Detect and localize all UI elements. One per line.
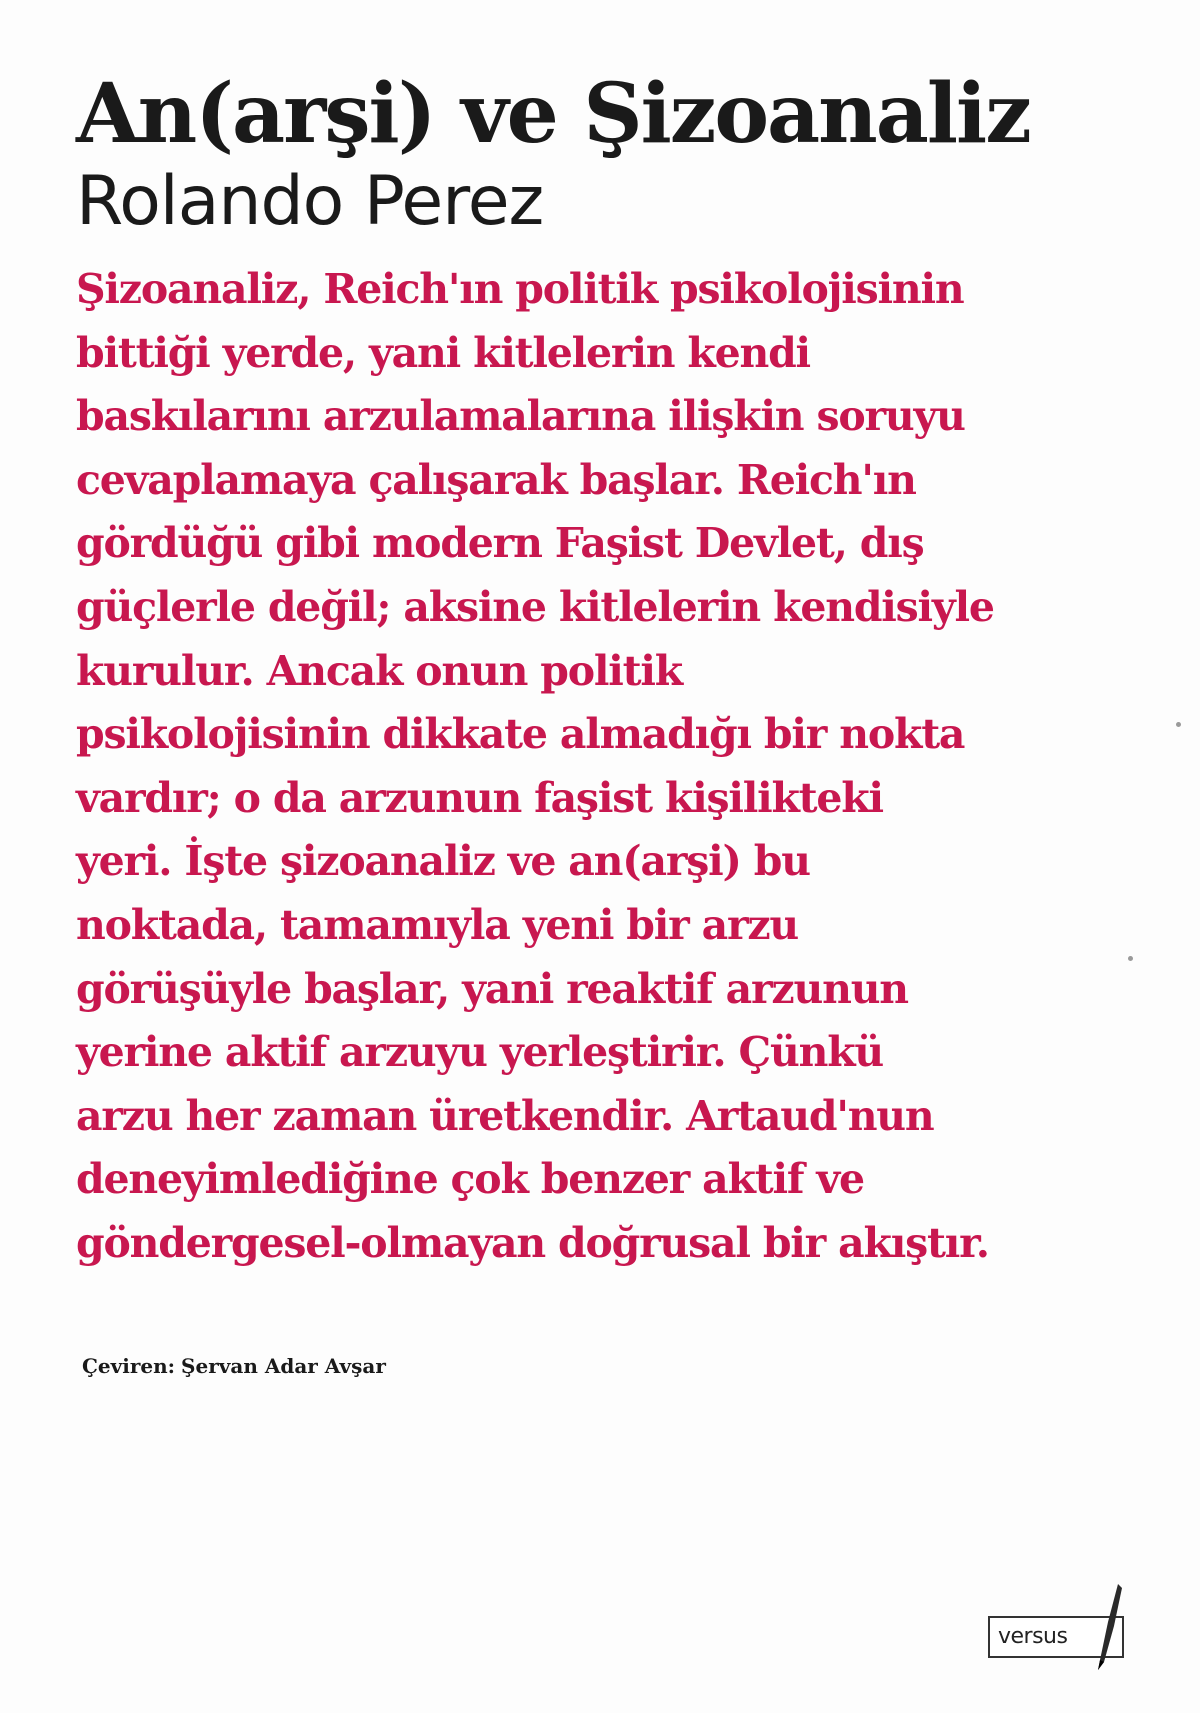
book-title: An(arşi) ve Şizoanaliz bbox=[76, 66, 1030, 162]
cover-speck bbox=[1128, 956, 1133, 961]
blurb-line: arzu her zaman üretkendir. Artaud'nun bbox=[76, 1091, 934, 1140]
translator-label: Çeviren: bbox=[82, 1354, 176, 1378]
blurb-line: Şizoanaliz, Reich'ın politik psikolojisinin bbox=[76, 265, 964, 313]
blurb-line: göndergesel-olmayan doğrusal bir akıştır. bbox=[76, 1218, 989, 1267]
blurb-line: güçlerle değil; aksine kitlelerin kendisiyle bbox=[76, 582, 994, 631]
blurb-line: kurulur. Ancak onun politik bbox=[76, 646, 682, 695]
pen-nib-icon bbox=[1078, 1582, 1128, 1672]
blurb-line: yeri. İşte şizoanaliz ve an(arşi) bu bbox=[76, 837, 810, 886]
book-author: Rolando Perez bbox=[76, 162, 544, 241]
blurb-line: deneyimlediğine çok benzer aktif ve bbox=[76, 1155, 864, 1204]
blurb-line: psikolojisinin dikkate almadığı bir nokta bbox=[76, 710, 965, 759]
back-cover-blurb bbox=[76, 258, 1136, 1276]
blurb-line: baskılarını arzulamalarına ilişkin soruyu bbox=[76, 392, 965, 441]
blurb-line: cevaplamaya çalışarak başlar. Reich'ın bbox=[76, 455, 916, 504]
publisher-logo bbox=[982, 1582, 1142, 1672]
translator-credit bbox=[82, 1352, 386, 1380]
translator-name: Şervan Adar Avşar bbox=[181, 1354, 386, 1378]
blurb-line: yerine aktif arzuyu yerleştirir. Çünkü bbox=[76, 1028, 884, 1077]
blurb-line: gördüğü gibi modern Faşist Devlet, dış bbox=[76, 519, 924, 568]
blurb-line: görüşüyle başlar, yani reaktif arzunun bbox=[76, 964, 908, 1013]
cover-speck bbox=[1176, 722, 1181, 727]
blurb-line: bittiği yerde, yani kitlelerin kendi bbox=[76, 328, 810, 377]
publisher-name: versus bbox=[998, 1624, 1068, 1649]
blurb-line: noktada, tamamıyla yeni bir arzu bbox=[76, 900, 799, 949]
blurb-line: vardır; o da arzunun faşist kişilikteki bbox=[76, 773, 883, 822]
